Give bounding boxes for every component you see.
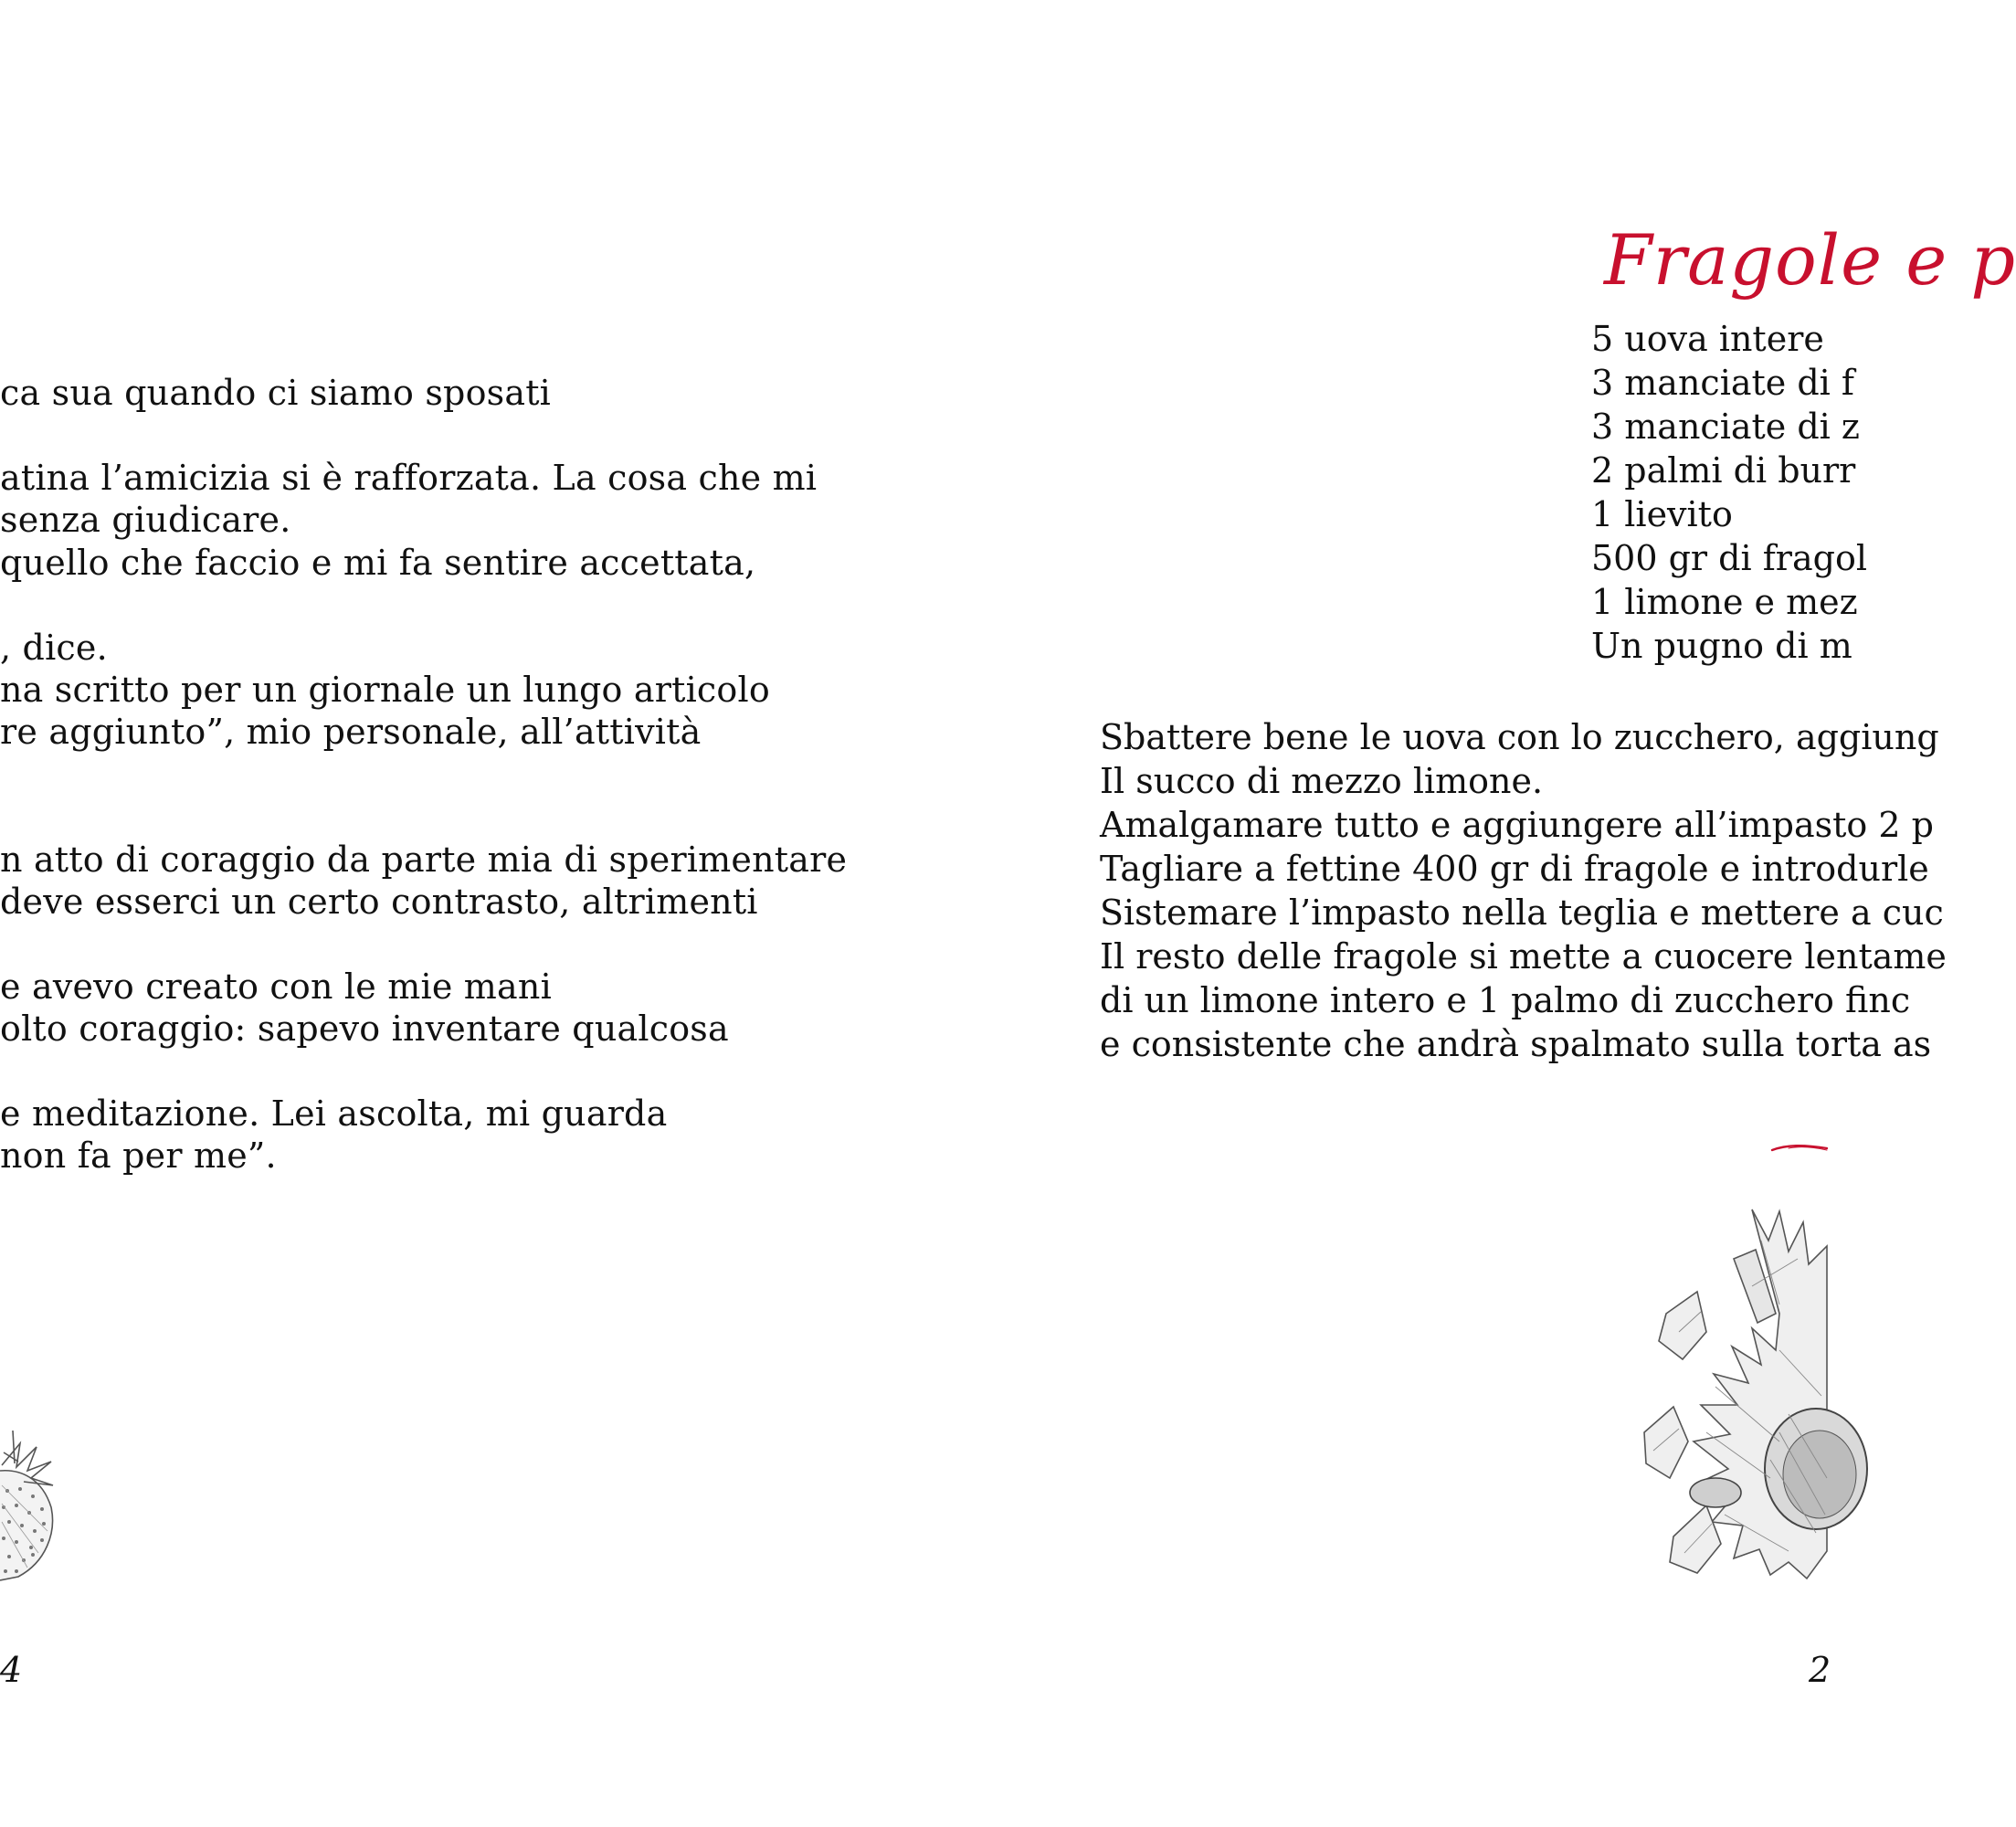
instruction-line: e consistente che andrà spalmato sulla torta as xyxy=(1100,1024,1932,1064)
ingredient-item: 3 manciate di z xyxy=(1591,407,1860,447)
left-text-line: atina l’amicizia si è rafforzata. La cosa che mi xyxy=(0,458,818,498)
right-page xyxy=(913,0,2016,1827)
left-text-line: ca sua quando ci siamo sposati xyxy=(0,373,552,413)
instruction-line: Il succo di mezzo limone. xyxy=(1100,761,1544,801)
left-text-line: e avevo creato con le mie mani xyxy=(0,966,552,1007)
left-text-line: olto coraggio: sapevo inventare qualcosa xyxy=(0,1009,729,1049)
left-text-line: senza giudicare. xyxy=(0,500,291,540)
instruction-line: Sbattere bene le uova con lo zucchero, aggiung xyxy=(1100,717,1939,757)
instruction-line: Tagliare a fettine 400 gr di fragole e introdurle xyxy=(1100,849,1929,889)
ingredient-item: 500 gr di fragol xyxy=(1591,538,1867,578)
ingredient-item: 1 lievito xyxy=(1591,494,1733,534)
left-text-line: non fa per me”. xyxy=(0,1135,277,1176)
left-text-line: n atto di coraggio da parte mia di sperimentare xyxy=(0,840,848,880)
instruction-line: Amalgamare tutto e aggiungere all’impasto 2 p xyxy=(1100,805,1934,845)
hazelnut-engraving-icon xyxy=(1642,1204,1827,1588)
left-text-line: na scritto per un giornale un lungo articolo xyxy=(0,670,770,710)
left-text-line: deve esserci un certo contrasto, altrimenti xyxy=(0,882,758,922)
left-page xyxy=(0,0,913,1827)
left-text-line: re aggiunto”, mio personale, all’attività xyxy=(0,712,702,752)
ingredient-item: Un pugno di m xyxy=(1591,626,1852,666)
left-text-line: , dice. xyxy=(0,628,108,668)
instruction-line: Il resto delle fragole si mette a cuocere lentame xyxy=(1100,936,1947,977)
recipe-title: Fragole e p xyxy=(1604,219,2016,301)
strawberry-engraving-icon xyxy=(0,1425,64,1580)
page-number-right: 2 xyxy=(1809,1650,1831,1690)
left-text-line: e meditazione. Lei ascolta, mi guarda xyxy=(0,1093,668,1134)
ingredient-item: 3 manciate di f xyxy=(1591,363,1854,403)
instruction-line: di un limone intero e 1 palmo di zucchero finc xyxy=(1100,980,1911,1020)
ingredient-item: 1 limone e mez xyxy=(1591,582,1858,622)
ingredient-item: 5 uova intere xyxy=(1591,319,1824,359)
instruction-line: Sistemare l’impasto nella teglia e mettere a cuc xyxy=(1100,892,1944,933)
red-flourish-icon xyxy=(1770,1137,1827,1159)
page-number-left: 4 xyxy=(0,1650,23,1690)
ingredient-item: 2 palmi di burr xyxy=(1591,450,1856,491)
left-text-line: quello che faccio e mi fa sentire accettata, xyxy=(0,543,756,583)
